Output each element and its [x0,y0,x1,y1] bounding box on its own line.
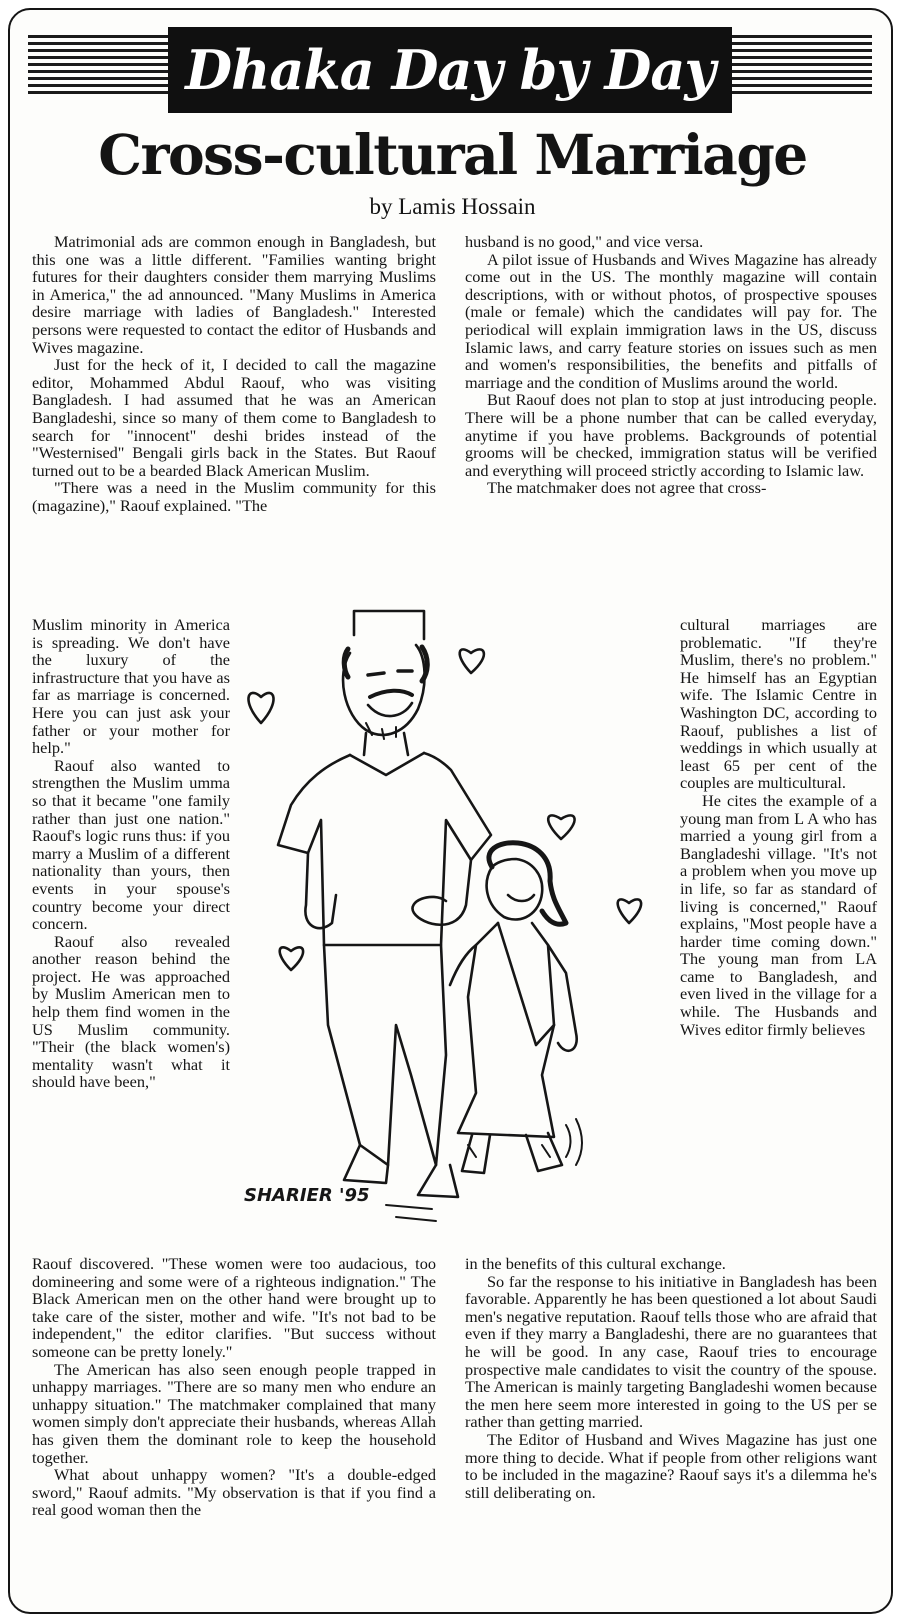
banner-stripes-left [28,35,168,97]
cartoonist-signature: SHARIER '95 [244,1185,370,1206]
left-column-top [32,233,436,515]
paragraph: husband is no good," and vice versa. [465,232,704,251]
right-column-narrow [680,616,877,1038]
right-column-top [465,233,877,497]
left-column-narrow [32,616,230,1091]
paragraph: cultural marriages are problematic. "If they're Muslim, there's no problem." He himself has an Egyptian wife. The Islamic Centre in Washington DC, according to Raouf, publishes a list of weddings in which usually at least 65 per cent of the couples are multicultural. [680,615,877,793]
byline: by Lamis Hossain [369,194,536,219]
banner-stripes-right [732,35,872,97]
paragraph: But Raouf does not plan to stop at just introducing people. There will be a phone number that can be called everyday, anytime if you have problems. Backgrounds of potential grooms will be checked, immigration status will be verified and everything will proceed strictly according to Islamic law. [465,390,877,480]
paragraph: Matrimonial ads are common enough in Bangladesh, but this one was a little different. "Families wanting bright futures for their daughters consider them marrying Muslims in America," the ad announced. "Many Muslims in America desire marriage with ladies of Bangladesh." Interested persons were requested to contact the editor of Husbands and Wives magazine. [32,232,436,357]
paragraph: "There was a need in the Muslim community for this (magazine)," Raouf explained. "The [32,478,436,515]
paragraph: The American has also seen enough people trapped in unhappy marriages. "There are so many men who endure an unhappy situation." The matchmaker complained that many women simply don't appreciate their husbands, whereas Allah has given them the dominant role to keep the household together. [32,1359,436,1467]
left-column-bottom [32,1255,436,1519]
girl-sari [458,923,554,1137]
man-trousers [324,945,446,1165]
series-banner [28,27,872,113]
headline: Cross-cultural Marriage [98,122,807,187]
paragraph: He cites the example of a young man from L A who has married a young girl from a Bangladeshi village. "It's not a problem when you move up in life, so far as standard of living is concerned," Raouf explains, "Most people have a harder time coming down." The young man from LA came to Bangladesh, and even lived in the village for a while. The Husbands and Wives editor firmly believes [680,790,877,1039]
paragraph: in the benefits of this cultural exchange. [465,1254,726,1273]
right-column-bottom [465,1255,877,1501]
cartoon-illustration [236,605,656,1235]
paragraph: Raouf discovered. "These women were too audacious, too domineering and some were of a righteous indignation." The Black American men on the other hand were brought up to take care of the sister, mother and wife. "It's not bad to be independent," the editor clarifies. "But success without someone can be pretty lonely." [32,1254,436,1361]
paragraph: What about unhappy women? "It's a double-edged sword," Raouf admits. "My observation is that if you find a real good woman then the [32,1465,436,1520]
girl-head [487,859,543,920]
paragraph: So far the response to his initiative in Bangladesh has been favorable. Apparently he has been questioned a lot about Saudi men's negative reputation. Raouf tells those who are afraid that even if they marry a Bangladeshi, there are no guarantees that he will be good. In any case, Raouf tries to encourage prospective male candidates to visit the country of the spouse. The American is mainly targeting Bangladeshi women because the men here seem more interested in going to the US per se rather than getting married. [465,1271,877,1432]
heart-icon [280,947,303,970]
heart-icon [548,815,574,839]
paragraph: Raouf also wanted to strengthen the Muslim umma so that it became "one family rather than just one nation." Raouf's logic runs thus: if you marry a Muslim of a different nationality than yours, then events in your spouse's country become your direct concern. [32,755,230,934]
paragraph: Raouf also revealed another reason behind the project. He was approached by Muslim American men to help them find women in the US Muslim community. "Their (the black women's) mentality wasn't what it should have been," [32,931,230,1092]
paragraph: Muslim minority in America is spreading. We don't have the luxury of the infrastructure that you have as far as marriage is concerned. Here you can just ask your father or your mother for help." [32,615,230,758]
series-title: Dhaka Day by Day [168,27,732,113]
man-cap [354,611,424,639]
man-head [343,645,425,735]
paragraph: Just for the heck of it, I decided to call the magazine editor, Mohammed Abdul Raouf, who was visiting Bangladesh. I had assumed that he was an American Bangladeshi, since so many of them come to Bangladesh to search for "innocent" deshi brides instead of the "Westernised" Bengali girls back in the States. But Raouf turned out to be a bearded Black American Muslim. [32,355,436,480]
paragraph: The matchmaker does not agree that cross- [487,478,767,498]
heart-icon [618,899,641,923]
heart-icon [248,693,273,723]
paragraph: A pilot issue of Husbands and Wives Magazine has already come out in the US. The monthly magazine will contain descriptions, with or without photos, of prospective spouses (male or female) which the candidates will pay for. The periodical will explain immigration laws in the US, discuss Islamic laws, and carry feature stories on issues such as men and women's responsibilities, the benefits and pitfalls of marriage and the condition of Muslims around the world. [465,249,877,392]
paragraph: The Editor of Husband and Wives Magazine has just one more thing to decide. What if people from other religions want to be included in the magazine? Raouf says it's a dilemma he's still deliberating on. [465,1429,877,1502]
heart-icon [460,649,484,673]
